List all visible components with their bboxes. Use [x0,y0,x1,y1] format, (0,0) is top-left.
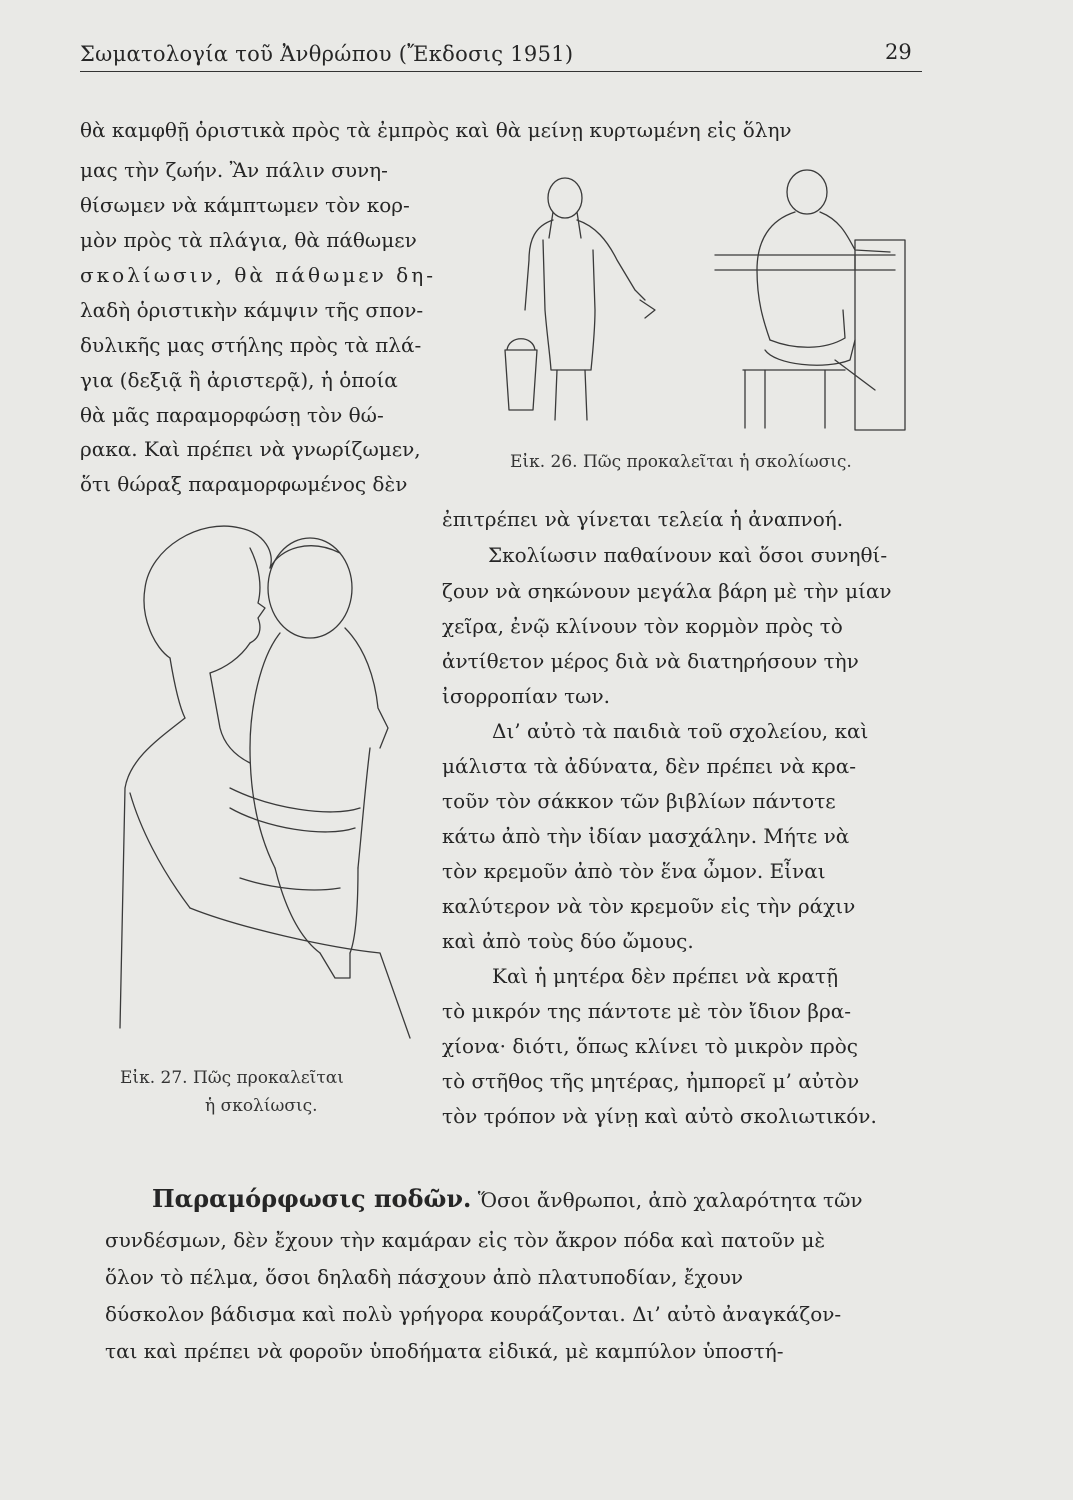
text-line: ὅλον τὸ πέλμα, ὅσοι δηλαδὴ πάσχουν ἀπὸ πλατυποδίαν, ἔχουν [105,1265,744,1289]
text-line: δυλικῆς μας στήλης πρὸς τὰ πλά- [80,333,422,357]
text-line: ρακα. Καὶ πρέπει νὰ γνωρίζωμεν, [80,437,421,461]
text-line: Σκολίωσιν παθαίνουν καὶ ὅσοι συνηθί- [488,543,888,567]
text-line: τὸν κρεμοῦν ἀπὸ τὸν ἕνα ὦμον. Εἶναι [442,859,826,883]
text-line: χεῖρα, ἐνῷ κλίνουν τὸν κορμὸν πρὸς τὸ [442,614,843,638]
figure-27-caption-line2: ἡ σκολίωσις. [205,1096,318,1116]
text-line: καὶ ἀπὸ τοὺς δύο ὤμους. [442,929,694,953]
text-line: καλύτερον νὰ τὸν κρεμοῦν εἰς τὴν ράχιν [442,894,856,918]
text-line: ἐπιτρέπει νὰ γίνεται τελεία ἡ ἀναπνοή. [442,507,844,531]
text-line: τὸν τρόπον νὰ γίνῃ καὶ αὐτὸ σκολιωτικόν. [442,1104,877,1128]
text-line: μας τὴν ζωήν. Ἂν πάλιν συνη- [80,158,388,182]
text-line: μάλιστα τὰ ἀδύνατα, δὲν πρέπει νὰ κρα- [442,754,856,778]
text-line: ται καὶ πρέπει νὰ φοροῦν ὑποδήματα εἰδικά, μὲ καμπύλον ὑποστή- [105,1339,784,1363]
text-line: δύσκολον βάδισμα καὶ πολὺ γρήγορα κουράζονται. Δι’ αὐτὸ ἀναγκάζον- [105,1302,842,1326]
text-line: τοῦν τὸν σάκκον τῶν βιβλίων πάντοτε [442,789,836,813]
text-line: Δι’ αὐτὸ τὰ παιδιὰ τοῦ σχολείου, καὶ [492,719,869,743]
text-line: ἰσορροπίαν των. [442,684,610,708]
text-line: θὰ μᾶς παραμορφώσῃ τὸν θώ- [80,403,384,427]
running-header-title: Σωματολογία τοῦ Ἀνθρώπου (Ἔκδοσις 1951) [80,42,574,66]
section-first-line-text: Ὅσοι ἄνθρωποι, ἀπὸ χαλαρότητα τῶν [471,1188,863,1212]
text-line: ἀντίθετον μέρος διὰ νὰ διατηρήσουν τὴν [442,649,859,673]
text-line: ὅτι θώραξ παραμορφωμένος δὲν [80,472,408,496]
figure-26-illustration [495,160,915,440]
figure-27-illustration [100,508,430,1058]
text-line: Καὶ ἡ μητέρα δὲν πρέπει νὰ κρατῇ [492,964,839,988]
text-line: σκολίωσιν, θὰ πάθωμεν δη- [80,263,436,287]
section-heading: Παραμόρφωσις ποδῶν. [152,1184,472,1213]
text-line: μὸν πρὸς τὰ πλάγια, θὰ πάθωμεν [80,228,417,252]
text-line: χίονα· διότι, ὅπως κλίνει τὸ μικρὸν πρὸς [442,1034,858,1058]
text-line: τὸ μικρόν της πάντοτε μὲ τὸν ἴδιον βρα- [442,999,851,1023]
text-line: ζουν νὰ σηκώνουν μεγάλα βάρη μὲ τὴν μίαν [442,579,892,603]
section-first-line [152,1184,863,1213]
text-line: για (δεξιᾷ ἢ ἀριστερᾷ), ἡ ὁποία [80,368,398,392]
text-line: θίσωμεν νὰ κάμπτωμεν τὸν κορ- [80,193,410,217]
text-line: συνδέσμων, δὲν ἔχουν τὴν καμάραν εἰς τὸν ἄκρον πόδα καὶ πατοῦν μὲ [105,1228,826,1252]
header-rule [80,71,922,72]
text-line: θὰ καμφθῇ ὁριστικὰ πρὸς τὰ ἐμπρὸς καὶ θὰ μείνῃ κυρτωμένη εἰς ὅλην [80,118,792,142]
figure-26-caption: Εἰκ. 26. Πῶς προκαλεῖται ἡ σκολίωσις. [510,452,852,472]
text-line: κάτω ἀπὸ τὴν ἰδίαν μασχάλην. Μήτε νὰ [442,824,850,848]
figure-27-caption-line1: Εἰκ. 27. Πῶς προκαλεῖται [120,1068,344,1088]
page-number: 29 [885,40,912,64]
text-line: τὸ στῆθος τῆς μητέρας, ἠμπορεῖ μ’ αὐτὸν [442,1069,860,1093]
text-line: λαδὴ ὁριστικὴν κάμψιν τῆς σπον- [80,298,424,322]
